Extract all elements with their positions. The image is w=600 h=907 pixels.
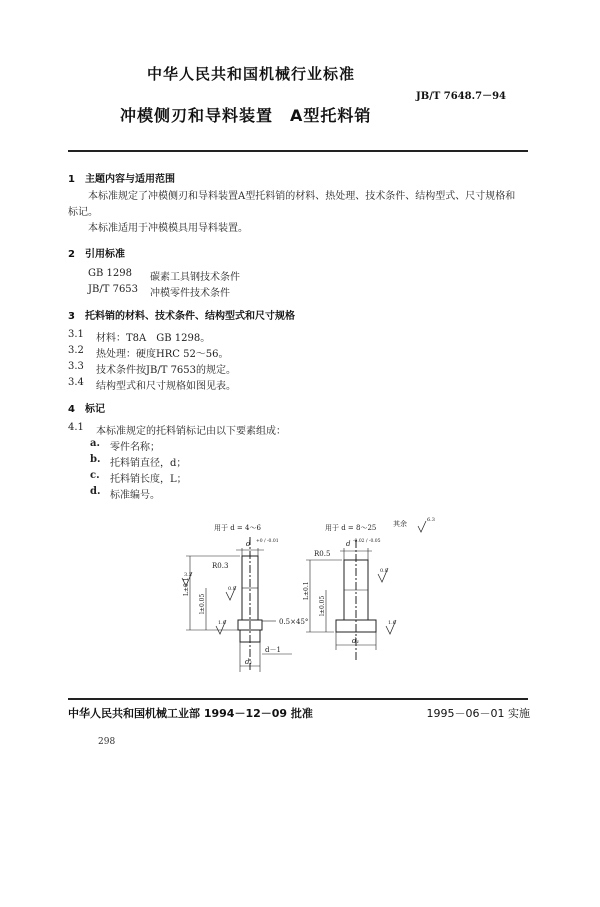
right-d1-label: d₁ <box>352 637 360 645</box>
item-3-2-num: 3.2 <box>68 345 84 356</box>
rest-roughness-symbol <box>418 521 426 532</box>
roughness-left-body-value: 0.8 <box>228 586 236 592</box>
left-d-label: d <box>246 540 251 548</box>
rest-roughness-value: 6.3 <box>427 517 435 523</box>
right-d-tolerance: -0.02 / -0.05 <box>353 539 381 544</box>
roughness-left-head-value: 1.6 <box>218 620 226 626</box>
roughness-left-length-value: 3.2 <box>184 572 192 578</box>
right-l-label: l±0.05 <box>319 595 326 616</box>
item-3-1-num: 3.1 <box>68 329 84 340</box>
element-a-label: a. <box>90 438 100 449</box>
page-number: 298 <box>98 737 116 747</box>
right-length-label: L±0.1 <box>303 581 310 600</box>
document-org: 中华人民共和国机械行业标准 <box>147 65 356 83</box>
effective-date: 1995－06－01 实施 <box>426 707 530 720</box>
left-radius-label: R0.3 <box>212 562 229 570</box>
item-3-1-text: 材料：T8A GB 1298。 <box>96 333 211 344</box>
element-c-label: c. <box>90 470 100 481</box>
element-a-text: 零件名称； <box>110 442 160 453</box>
element-d-text: 标准编号。 <box>110 490 160 501</box>
standard-code: JB/T 7648.7－94 <box>416 91 506 102</box>
chamfer-label: 0.5×45° <box>279 618 309 626</box>
section-1-heading: 1 主题内容与适用范围 <box>68 174 175 185</box>
d-minus-label: d－1 <box>265 646 281 654</box>
ref-1-code: GB 1298 <box>88 268 132 279</box>
document-title: 冲模侧刃和导料装置 A型托料销 <box>120 106 372 125</box>
roughness-right-head-value: 1.6 <box>388 620 396 626</box>
rest-label: 其余 <box>393 520 407 528</box>
left-length-label: L±0.1 <box>183 577 190 596</box>
item-3-3-text: 技术条件按JB/T 7653的规定。 <box>96 365 237 376</box>
section-3-heading: 3 托料销的材料、技术条件、结构型式和尺寸规格 <box>68 311 295 322</box>
roughness-right-body-value: 0.8 <box>380 568 388 574</box>
issuer: 中华人民共和国机械工业部 1994－12－09 批准 <box>68 707 313 720</box>
ref-2-title: 冲模零件技术条件 <box>150 288 230 299</box>
element-b-text: 托料销直径，d； <box>110 458 187 469</box>
right-d-label: d <box>346 540 351 548</box>
footer-rule <box>68 698 528 700</box>
section-1-para-2: 本标准适用于冲模模具用导料装置。 <box>88 223 248 234</box>
item-3-2-text: 热处理：硬度HRC 52～56。 <box>96 349 229 360</box>
section-4-heading: 4 标记 <box>68 404 105 415</box>
left-l-label: l±0.05 <box>199 593 206 614</box>
item-3-4-num: 3.4 <box>68 377 84 388</box>
item-3-3-num: 3.3 <box>68 361 84 372</box>
section-2-heading: 2 引用标准 <box>68 249 125 260</box>
right-radius-label: R0.5 <box>314 550 331 558</box>
left-d-tolerance: +0 / -0.01 <box>256 539 279 544</box>
left-caption: 用于 d = 4～6 <box>214 524 261 532</box>
left-d1-label: d₁ <box>245 658 253 666</box>
item-4-1-text: 本标准规定的托料销标记由以下要素组成： <box>96 426 286 437</box>
element-c-text: 托料销长度，L； <box>110 474 187 485</box>
element-d-label: d. <box>90 486 101 497</box>
item-3-4-text: 结构型式和尺寸规格如图见表。 <box>96 381 236 392</box>
section-1-para-1: 本标准规定了冲模侧刃和导料装置A型托料销的材料、热处理、技术条件、结构型式、尺寸规格和标记。 <box>68 191 516 218</box>
item-4-1-num: 4.1 <box>68 422 84 433</box>
ref-1-title: 碳素工具钢技术条件 <box>150 272 240 283</box>
ref-2-code: JB/T 7653 <box>88 284 139 295</box>
element-b-label: b. <box>90 454 101 465</box>
right-caption: 用于 d = 8～25 <box>325 524 377 532</box>
